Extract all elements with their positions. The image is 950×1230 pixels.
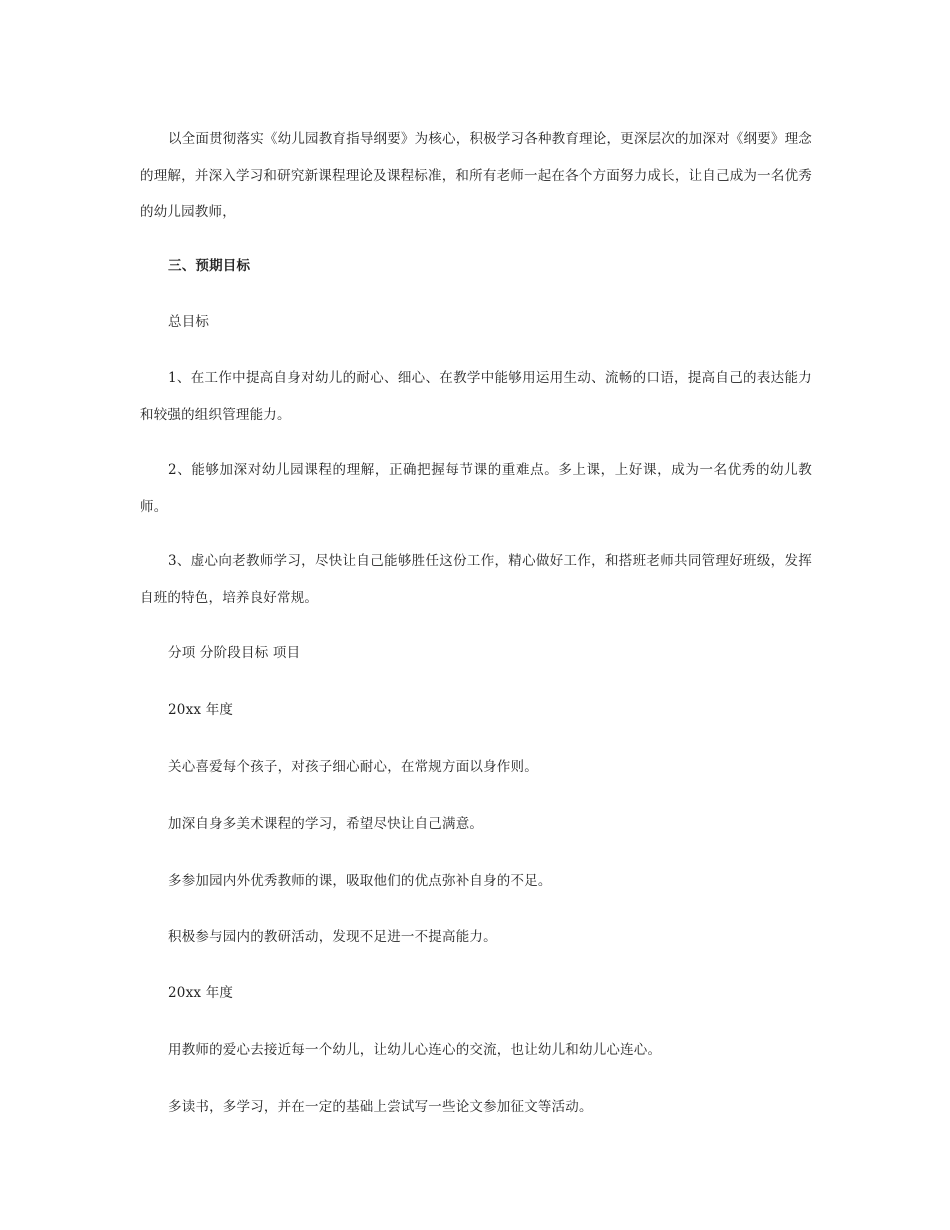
goal-item-2: 2、能够加深对幼儿园课程的理解，正确把握每节课的重难点。多上课，上好课，成为一名优秀的幼儿教师。 bbox=[140, 462, 812, 515]
year-heading-1: 20xx 年度 bbox=[168, 702, 234, 718]
year-1-item-2: 加深自身多美术课程的学习，希望尽快让自己满意。 bbox=[168, 816, 484, 832]
year-2-item-2: 多读书，多学习，并在一定的基础上尝试写一些论文参加征文等活动。 bbox=[168, 1099, 593, 1115]
section-heading-expected-goals: 三、预期目标 bbox=[168, 258, 251, 274]
goal-item-3: 3、虚心向老教师学习，尽快让自己能够胜任这份工作，精心做好工作，和搭班老师共同管理好班级，发挥自班的特色，培养良好常规。 bbox=[140, 553, 812, 606]
goal-item-1: 1、在工作中提高自身对幼儿的耐心、细心、在教学中能够用运用生动、流畅的口语，提高自己的表达能力和较强的组织管理能力。 bbox=[140, 370, 812, 423]
subheading-phase-goals: 分项 分阶段目标 项目 bbox=[168, 645, 301, 661]
intro-paragraph: 以全面贯彻落实《幼儿园教育指导纲要》为核心，积极学习各种教育理论，更深层次的加深对《纲要》理念的理解，并深入学习和研究新课程理论及课程标准，和所有老师一起在各个方面努力成长，让自己成为一名优秀的幼儿园教师， bbox=[140, 131, 812, 220]
subheading-overall-goal: 总目标 bbox=[168, 314, 210, 330]
year-1-item-4: 积极参与园内的教研活动，发现不足进一不提高能力。 bbox=[168, 929, 497, 945]
year-2-item-1: 用教师的爱心去接近每一个幼儿，让幼儿心连心的交流，也让幼儿和幼儿心连心。 bbox=[168, 1042, 662, 1058]
year-1-item-1: 关心喜爱每个孩子，对孩子细心耐心，在常规方面以身作则。 bbox=[168, 759, 538, 775]
year-heading-2: 20xx 年度 bbox=[168, 985, 234, 1001]
year-1-item-3: 多参加园内外优秀教师的课，吸取他们的优点弥补自身的不足。 bbox=[168, 873, 552, 889]
